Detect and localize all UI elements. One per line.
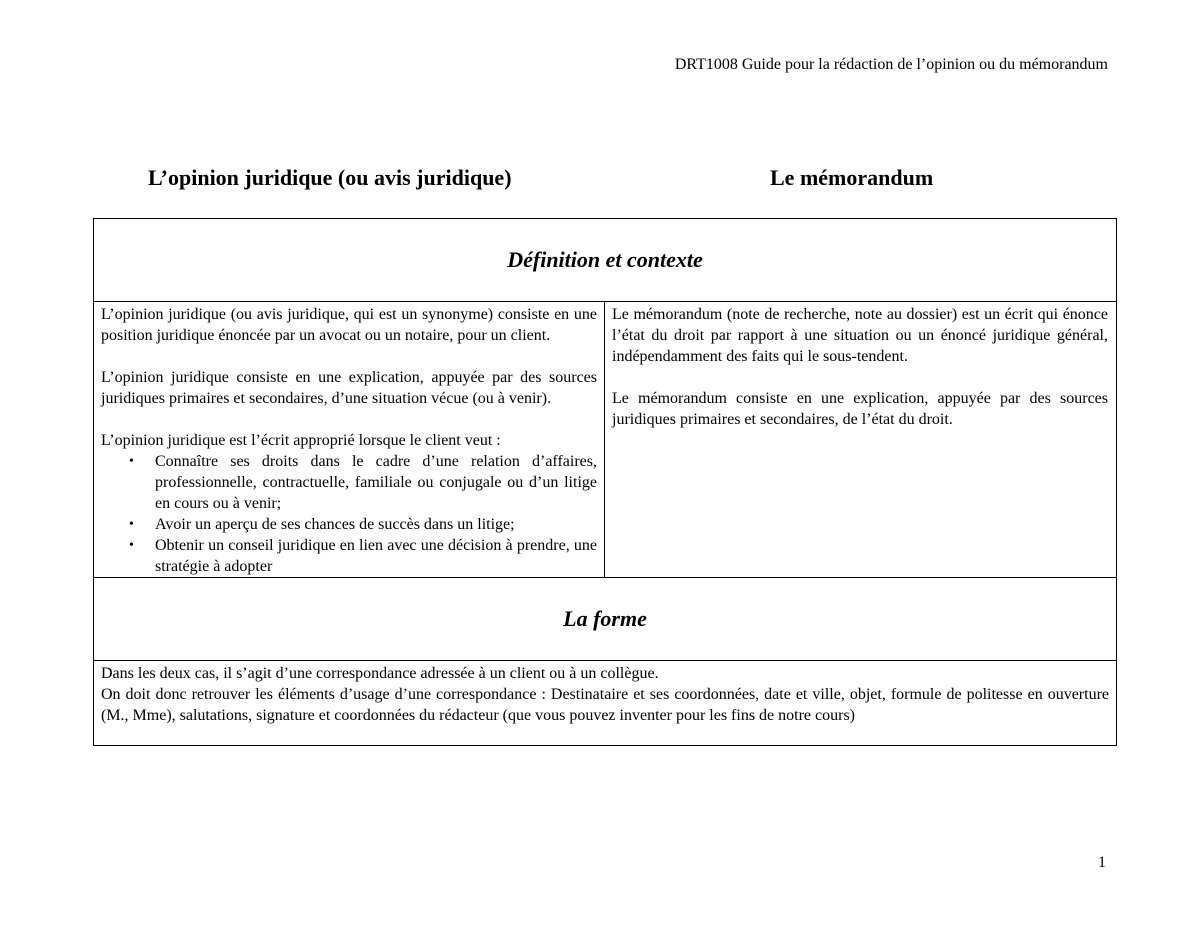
page-number: 1: [1098, 854, 1106, 871]
forme-paragraph: Dans les deux cas, il s’agit d’une correspondance adressée à un client ou à un collègue.: [101, 665, 659, 682]
memorandum-column-title: Le mémorandum: [770, 165, 934, 190]
list-item-text: Obtenir un conseil juridique en lien avec une décision à prendre, une stratégie à adopter: [155, 537, 597, 575]
opinion-column-title: L’opinion juridique (ou avis juridique): [148, 165, 512, 190]
opinion-paragraph: L’opinion juridique consiste en une explication, appuyée par des sources juridiques primaires et secondaires, d’une situation vécue (ou à venir).: [101, 369, 597, 407]
definition-section-heading: Définition et contexte: [94, 219, 1116, 302]
running-header: DRT1008 Guide pour la rédaction de l’opinion ou du mémorandum: [674, 56, 1108, 73]
forme-section-heading: La forme: [94, 578, 1116, 661]
list-item: [129, 451, 597, 514]
memorandum-definition-cell: [605, 302, 1115, 577]
memorandum-paragraph: Le mémorandum (note de recherche, note au dossier) est un écrit qui énonce l’état du droit par rapport à une situation ou un énoncé juridique général, indépendamment des faits qui le sous-tendent.: [612, 306, 1108, 365]
comparison-table: [93, 218, 1117, 746]
bullet-icon: •: [129, 517, 134, 532]
forme-cell: [94, 661, 1116, 745]
list-item: [129, 535, 597, 577]
memorandum-paragraph: Le mémorandum consiste en une explication, appuyée par des sources juridiques primaires et secondaires, de l’état du droit.: [612, 390, 1108, 428]
bullet-icon: •: [129, 538, 134, 553]
opinion-needs-list: [101, 451, 597, 577]
opinion-paragraph: L’opinion juridique (ou avis juridique, qui est un synonyme) consiste en une position juridique énoncée par un avocat ou un notaire, pour un client.: [101, 306, 597, 344]
opinion-paragraph: L’opinion juridique est l’écrit approprié lorsque le client veut :: [101, 432, 501, 449]
list-item-text: Avoir un aperçu de ses chances de succès dans un litige;: [155, 516, 515, 533]
forme-paragraph: On doit donc retrouver les éléments d’usage d’une correspondance : Destinataire et ses coordonnées, date et ville, objet, formule de politesse en ouverture (M., Mme), salutations, signature et coordonnées du rédacteur (que vous pouvez inventer pour les fins de notre cours): [101, 686, 1109, 724]
definition-row: [94, 302, 1116, 578]
opinion-definition-cell: [94, 302, 605, 577]
bullet-icon: •: [129, 454, 134, 469]
list-item-text: Connaître ses droits dans le cadre d’une relation d’affaires, professionnelle, contractuelle, familiale ou conjugale ou d’un litige en cours ou à venir;: [155, 453, 597, 512]
list-item: [129, 514, 597, 535]
